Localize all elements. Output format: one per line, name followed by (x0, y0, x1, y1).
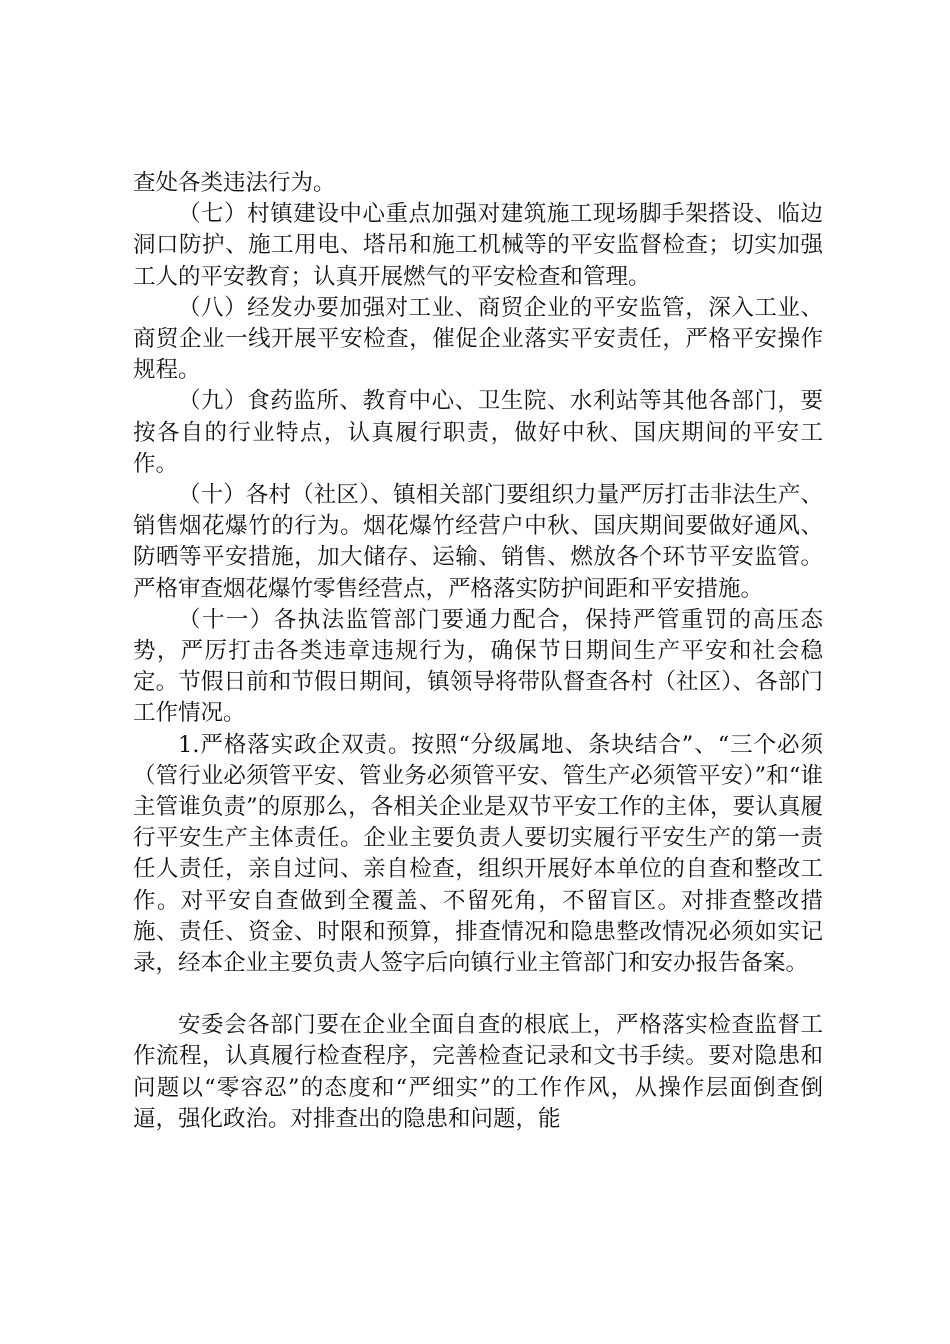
paragraph-7: 1.严格落实政企双责。按照“分级属地、条块结合”、“三个必须（管行业必须管平安、管业务必须管平安、管生产必须管平安）”和“谁主管谁负责”的原那么，各相关企业是双节平安工作的主体，要认真履行平安生产主体责任。企业主要负责人要切实履行平安生产的第一责任人责任，亲自过问、亲自检查，组织开展好本单位的自查和整改工作。对平安自查做到全覆盖、不留死角，不留盲区。对排查整改措施、责任、资金、时限和预算，排查情况和隐患整改情况必须如实记录，经本企业主要负责人签字后向镇行业主管部门和安办报告备案。 (133, 731, 823, 977)
paragraph-6: （十一）各执法监管部门要通力配合，保持严管重罚的高压态势，严厉打击各类违章违规行为，确保节日期间生产平安和社会稳定。节假日前和节假日期间，镇领导将带队督查各村（社区）、各部门工作情况。 (133, 606, 823, 727)
document-page (133, 168, 823, 1135)
paragraph-1: 查处各类违法行为。 (133, 170, 336, 196)
paragraph-5: （十）各村（社区）、镇相关部门要组织力量严厉打击非法生产、销售烟花爆竹的行为。烟花爆竹经营户中秋、国庆期间要做好通风、防晒等平安措施，加大储存、运输、销售、燃放各个环节平安监管。严格审查烟花爆竹零售经营点，严格落实防护间距和平安措施。 (133, 482, 823, 602)
paragraph-2: （七）村镇建设中心重点加强对建筑施工现场脚手架搭设、临边洞口防护、施工用电、塔吊和施工机械等的平安监督检查；切实加强工人的平安教育；认真开展燃气的平安检查和管理。 (133, 201, 823, 290)
paragraph-3: （八）经发办要加强对工业、商贸企业的平安监管，深入工业、商贸企业一线开展平安检查，催促企业落实平安责任，严格平安操作规程。 (133, 294, 823, 384)
paragraph-8: 安委会各部门要在企业全面自查的根底上，严格落实检查监督工作流程，认真履行检查程序，完善检查记录和文书手续。要对隐患和问题以“零容忍”的态度和“严细实”的工作作风，从操作层面倒查倒逼，强化政治。对排查出的隐患和问题，能 (133, 1012, 823, 1132)
paragraph-4: （九）食药监所、教育中心、卫生院、水利站等其他各部门，要按各自的行业特点，认真履行职责，做好中秋、国庆期间的平安工作。 (133, 388, 823, 477)
